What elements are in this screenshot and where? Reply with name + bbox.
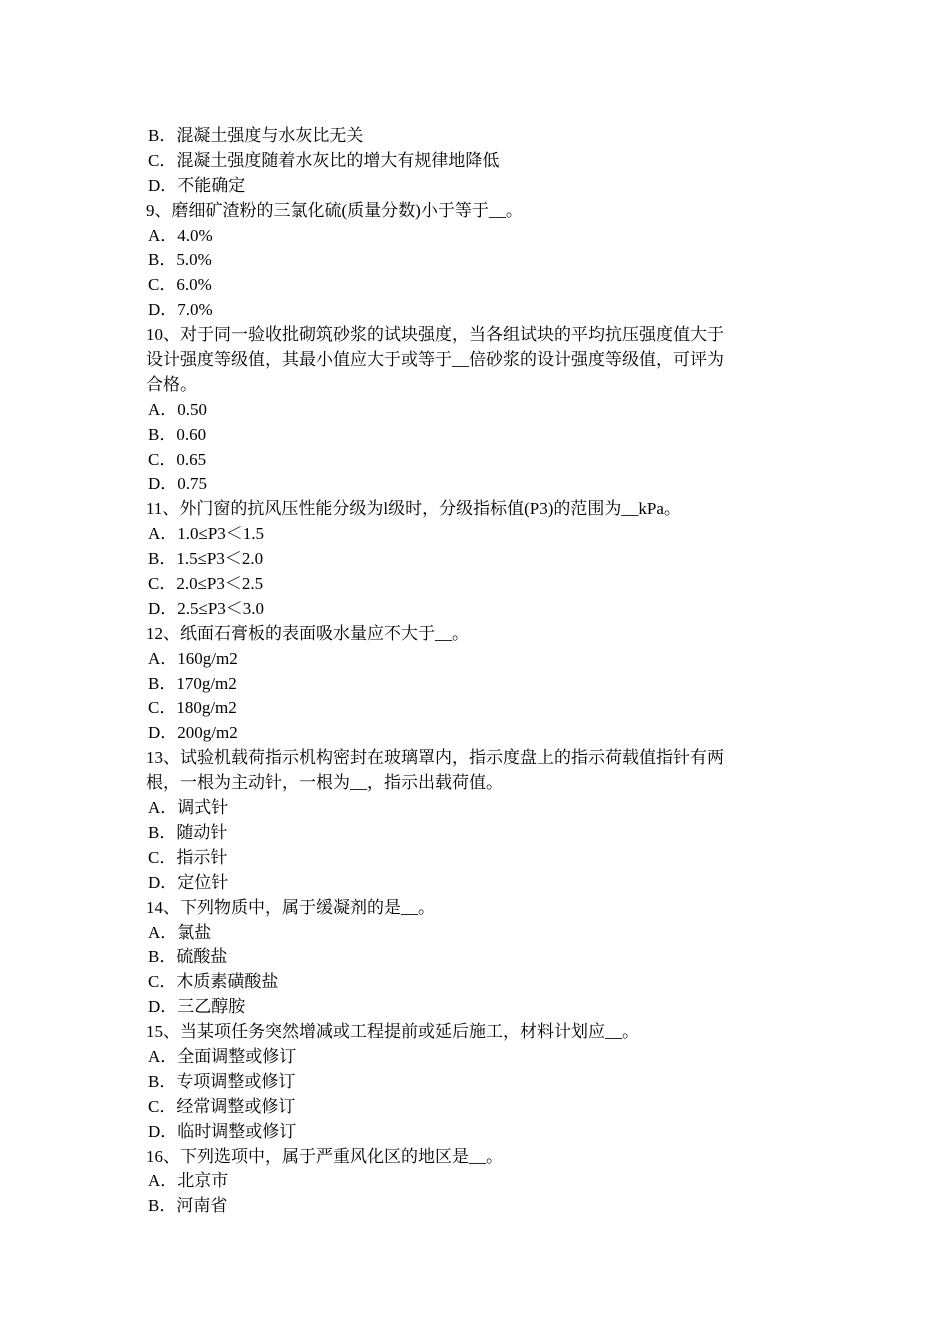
answer-option: C．0.65 bbox=[148, 449, 207, 469]
question-list bbox=[146, 124, 814, 1219]
answer-option: B．随动针 bbox=[148, 822, 228, 842]
answer-option: B．1.5≤P3＜2.0 bbox=[148, 549, 264, 569]
answer-option: A．全面调整或修订 bbox=[148, 1046, 297, 1066]
answer-option: C．2.0≤P3＜2.5 bbox=[148, 574, 264, 594]
answer-option: D．定位针 bbox=[148, 872, 229, 892]
answer-option: A．0.50 bbox=[148, 399, 208, 419]
question-text-line: 11、外门窗的抗风压性能分级为l级时，分级指标值(P3)的范围为__kPa。 bbox=[146, 499, 681, 519]
question-text-line: 10、对于同一验收批砌筑砂浆的试块强度，当各组试块的平均抗压强度值大于 bbox=[146, 325, 724, 345]
answer-option: B．0.60 bbox=[148, 424, 207, 444]
question-text-line: 设计强度等级值，其最小值应大于或等于__倍砂浆的设计强度等级值，可评为 bbox=[146, 350, 724, 370]
answer-option: B．170g/m2 bbox=[148, 673, 237, 693]
answer-option: B．5.0% bbox=[148, 250, 212, 270]
answer-option: A．4.0% bbox=[148, 225, 213, 245]
answer-option: C．混凝土强度随着水灰比的增大有规律地降低 bbox=[148, 150, 500, 170]
answer-option: B．专项调整或修订 bbox=[148, 1071, 296, 1091]
answer-option: B．混凝土强度与水灰比无关 bbox=[148, 126, 364, 145]
question-text-line: 根，一根为主动针，一根为__，指示出载荷值。 bbox=[146, 773, 503, 793]
question-text-line: 9、磨细矿渣粉的三氯化硫(质量分数)小于等于__。 bbox=[146, 200, 523, 220]
answer-option: C．180g/m2 bbox=[148, 698, 237, 718]
question-text-line: 14、下列物质中，属于缓凝剂的是__。 bbox=[146, 897, 435, 917]
answer-option: A．1.0≤P3＜1.5 bbox=[148, 524, 265, 544]
question-text-line: 13、试验机载荷指示机构密封在玻璃罩内，指示度盘上的指示荷载值指针有两 bbox=[146, 748, 724, 768]
answer-option: A．氯盐 bbox=[148, 922, 212, 942]
answer-option: D．三乙醇胺 bbox=[148, 997, 246, 1017]
answer-option: C．木质素磺酸盐 bbox=[148, 972, 279, 992]
answer-option: A．160g/m2 bbox=[148, 648, 238, 668]
answer-option: D．7.0% bbox=[148, 300, 213, 320]
answer-option: B．硫酸盐 bbox=[148, 947, 228, 967]
answer-option: A．调式针 bbox=[148, 798, 229, 818]
answer-option: D．2.5≤P3＜3.0 bbox=[148, 598, 265, 618]
answer-option: D．临时调整或修订 bbox=[148, 1121, 297, 1141]
question-text-line: 15、当某项任务突然增减或工程提前或延后施工，材料计划应__。 bbox=[146, 1022, 639, 1042]
answer-option: D．0.75 bbox=[148, 474, 208, 494]
question-text-line: 合格。 bbox=[146, 374, 197, 394]
answer-option: A．北京市 bbox=[148, 1171, 229, 1191]
answer-option: C．经常调整或修订 bbox=[148, 1096, 296, 1116]
answer-option: C．指示针 bbox=[148, 847, 228, 867]
question-text-line: 12、纸面石膏板的表面吸水量应不大于__。 bbox=[146, 623, 469, 643]
answer-option: D．不能确定 bbox=[148, 175, 246, 195]
answer-option: B．河南省 bbox=[148, 1196, 228, 1216]
question-text-line: 16、下列选项中，属于严重风化区的地区是__。 bbox=[146, 1146, 503, 1166]
answer-option: D．200g/m2 bbox=[148, 723, 238, 743]
answer-option: C．6.0% bbox=[148, 275, 212, 295]
